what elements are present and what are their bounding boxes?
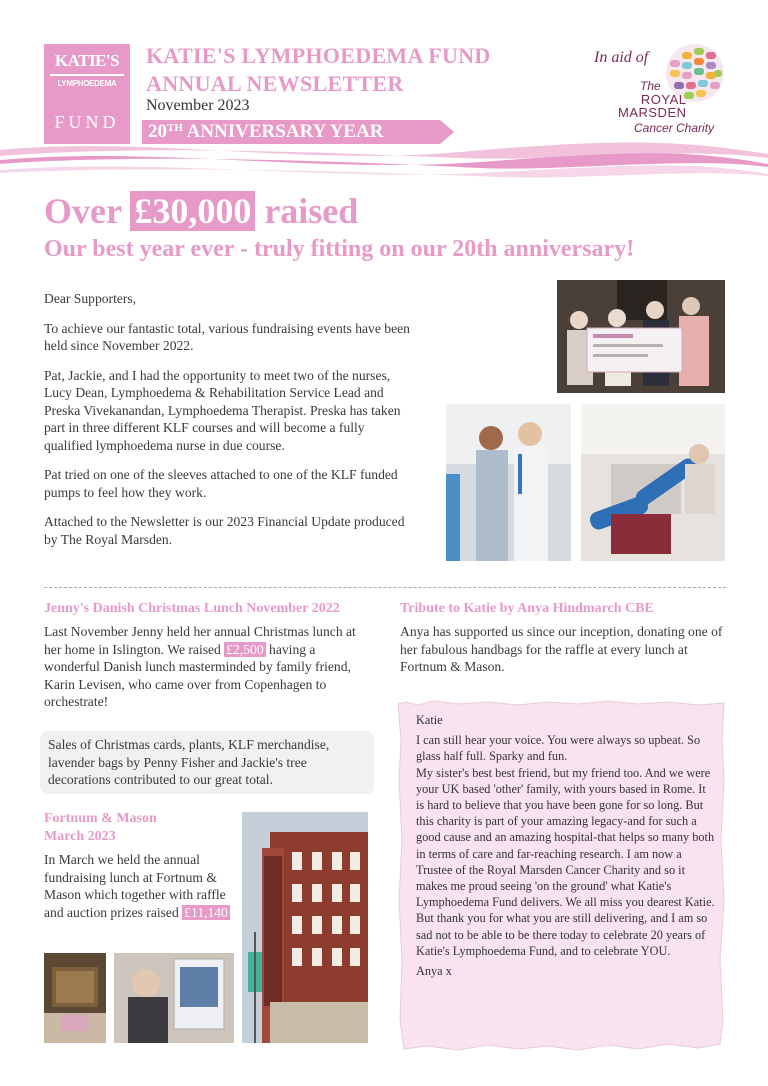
charity-name: ROYAL MARSDEN <box>618 92 687 120</box>
anniversary-banner: 20TH ANNIVERSARY YEAR <box>142 120 440 144</box>
jenny-amount-badge: £2,500 <box>226 641 264 657</box>
intro-paragraph: To achieve our fantastic total, various fundraising events have been held since November 2022. <box>44 320 410 353</box>
in-aid-of-label: In aid of <box>594 49 649 66</box>
tribute-note <box>398 700 726 1052</box>
pump-demo-photo <box>581 404 725 561</box>
nurses-photo <box>446 404 571 561</box>
newsletter-date: November 2023 <box>146 97 250 114</box>
sales-callout: Sales of Christmas cards, plants, KLF merchandise, lavender bags by Penny Fisher and Jackie's tree decorations contributed to our great total. <box>40 731 374 794</box>
fortnum-mason-text: In March we held the annual fundraising lunch at Fortnum & Mason which together with raffle and auction prizes raised £11,140 <box>44 852 228 920</box>
katies-fund-logo: KATIE'S LYMPHOEDEMA FUND <box>44 44 130 144</box>
intro-paragraph: Attached to the Newsletter is our 2023 Financial Update produced by The Royal Marsden. <box>44 514 405 547</box>
fortnum-mason-building-photo <box>242 812 368 1043</box>
fortnum-amount-badge: £11,140 <box>184 904 228 920</box>
fortnum-mason-heading: Fortnum & Mason March 2023 <box>44 811 157 844</box>
subheadline: Our best year ever - truly fitting on our 20th anniversary! <box>44 236 635 262</box>
note-body: My sister's best best friend, but my friend too. And we were your UK based 'other' family, with yours based in Rome. It is hard to believe that you have been gone for so long. But this charity is part of your amazing legacy-and for such a good cause and an amazing hospital-that helps so many both in terms of care and far-reaching research. I am now a Trustee of the Royal Marsden Cancer Charity and so it makes me proud seeing 'on the ground' what Katie's Lymphoedema Fund delivers. We all miss you dearest Katie. But thank you for what you are still delivering, and I am so sad not to be able to be there today to celebrate 20 years of Katie's Lymphoedema Fund, and to celebrate YOU. <box>416 765 715 958</box>
intro-letter <box>44 290 416 560</box>
section-divider <box>44 587 726 588</box>
lunch-guest-photo <box>114 953 234 1043</box>
tribute-heading: Tribute to Katie by Anya Hindmarch CBE <box>400 601 654 616</box>
charity-the-label: The <box>640 79 661 93</box>
note-signoff: Anya x <box>416 964 452 979</box>
cheque-presentation-photo <box>557 280 725 393</box>
intro-paragraph: Pat, Jackie, and I had the opportunity to meet two of the nurses, Lucy Dean, Lymphoedema & Rehabilitation Service Lead and Preska Vivekanandan, Lymphoedema Therapist. Preska has taken part in three different KLF courses and will become a fully qualified lymphoedema nurse in due course. <box>44 367 401 453</box>
header-wave-decoration <box>0 136 768 186</box>
handbag-raffle-photo <box>44 953 106 1043</box>
newsletter-title: KATIE'S LYMPHOEDEMA FUND ANNUAL NEWSLETTER <box>146 43 491 96</box>
jenny-lunch-heading: Jenny's Danish Christmas Lunch November 2022 <box>44 601 340 616</box>
charity-subtitle: Cancer Charity <box>634 121 715 135</box>
intro-paragraph: Pat tried on one of the sleeves attached to one of the KLF funded pumps to feel how they work. <box>44 467 398 500</box>
note-line: I can still hear your voice. You were always so upbeat. So glass half full. Sparky and fun. <box>416 733 701 764</box>
headline-amount: £30,000 <box>130 191 255 231</box>
jenny-lunch-text: Last November Jenny held her annual Christmas lunch at her home in Islington. We raised £2,500 having a wonderful Danish lunch masterminded by family friend, Karin Levisen, who came over from Copenhagen to orchestrate! <box>44 624 356 709</box>
headline: Over £30,000 raised <box>44 191 359 231</box>
note-salutation: Katie <box>416 713 443 727</box>
tribute-text: Anya has supported us since our inception, donating one of her fabulous handbags for the raffle at every lunch at Fortnum & Mason. <box>400 624 723 674</box>
greeting: Dear Supporters, <box>44 291 137 306</box>
